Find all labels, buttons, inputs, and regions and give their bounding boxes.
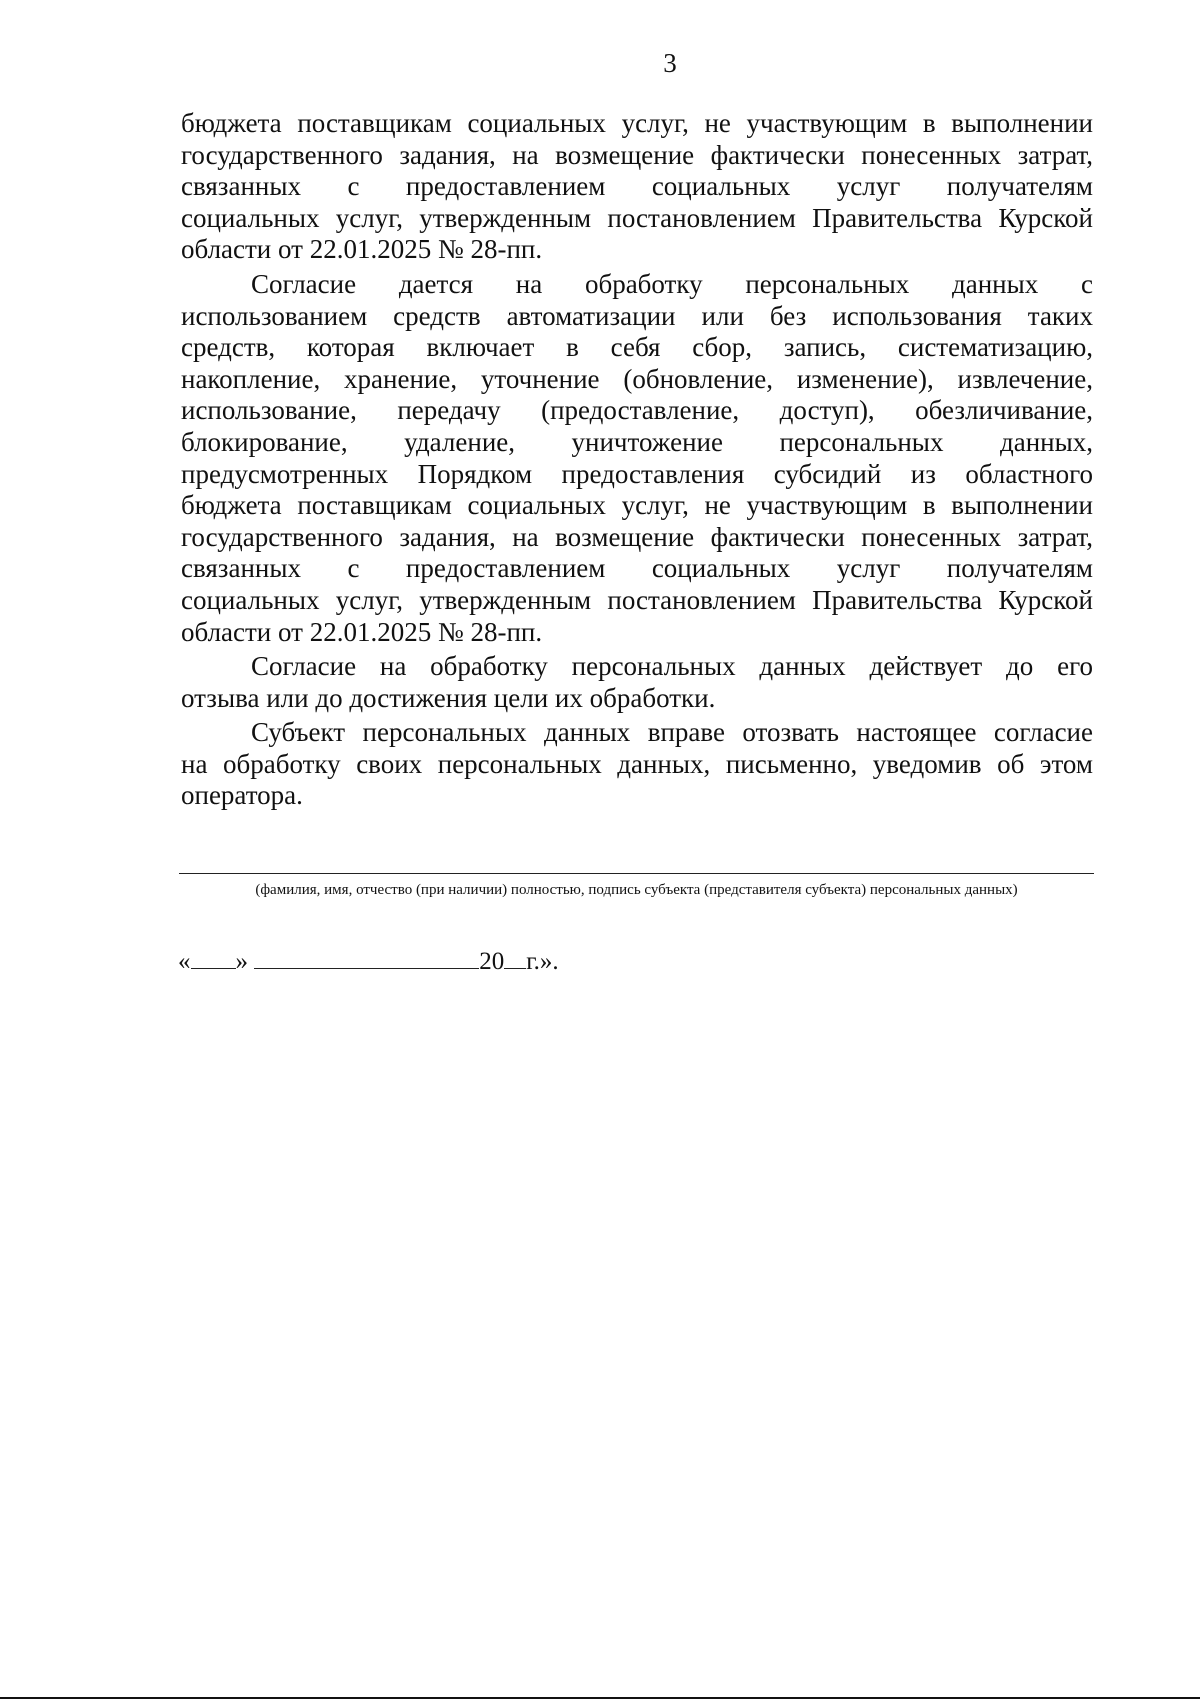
text-line: области от 22.01.2025 № 28-пп. (181, 234, 543, 265)
date-line (178, 946, 559, 977)
paragraph-1 (181, 108, 1093, 266)
text-line: использованием средств автоматизации или без использования таких (181, 300, 1093, 331)
page-number: 3 (663, 48, 677, 78)
text-line: предусмотренных Порядком предоставления субсидий из областного (181, 458, 1093, 489)
year-prefix: 20 (479, 948, 505, 975)
year-blank (504, 946, 526, 969)
paragraph-3 (181, 651, 1093, 714)
text-line: социальных услуг, утвержденным постановлением Правительства Курской (181, 202, 1093, 233)
text-line: блокирование, удаление, уничтожение персональных данных, (181, 426, 1093, 457)
text-line: на обработку своих персональных данных, письменно, уведомив об этом (181, 748, 1093, 779)
day-blank (191, 946, 236, 969)
text-line: Согласие дается на обработку персональных данных с (251, 268, 1093, 299)
signature-caption: (фамилия, имя, отчество (при наличии) полностью, подпись субъекта (представителя субъекта) персональных данных) (255, 882, 1018, 898)
date-suffix: г.». (526, 948, 559, 975)
signature-line (179, 873, 1094, 874)
text-line: государственного задания, на возмещение фактически понесенных затрат, (181, 521, 1093, 552)
document-body (181, 108, 1093, 812)
text-line: бюджета поставщикам социальных услуг, не участвующим в выполнении (181, 108, 1093, 138)
paragraph-2 (181, 269, 1093, 648)
paragraph-4 (181, 717, 1093, 812)
text-line: связанных с предоставлением социальных услуг получателям (181, 171, 1093, 202)
text-line: государственного задания, на возмещение фактически понесенных затрат, (181, 139, 1093, 170)
text-line: социальных услуг, утвержденным постановлением Правительства Курской (181, 584, 1093, 615)
text-line: бюджета поставщикам социальных услуг, не участвующим в выполнении (181, 490, 1093, 521)
text-line: области от 22.01.2025 № 28-пп. (181, 616, 543, 647)
text-line: отзыва или до достижения цели их обработки. (181, 682, 716, 713)
date-close-quote: » (235, 948, 248, 975)
page-bottom-rule (0, 1697, 1200, 1699)
text-line: накопление, хранение, уточнение (обновление, изменение), извлечение, (181, 363, 1093, 394)
date-open-quote: « (178, 948, 191, 975)
text-line: использование, передачу (предоставление, доступ), обезличивание, (181, 395, 1093, 426)
text-line: оператора. (181, 780, 303, 811)
month-blank (254, 946, 479, 969)
text-line: Субъект персональных данных вправе отозвать настоящее согласие (251, 717, 1093, 748)
text-line: связанных с предоставлением социальных услуг получателям (181, 553, 1093, 584)
text-line: средств, которая включает в себя сбор, запись, систематизацию, (181, 332, 1093, 363)
text-line: Согласие на обработку персональных данных действует до его (251, 651, 1093, 682)
